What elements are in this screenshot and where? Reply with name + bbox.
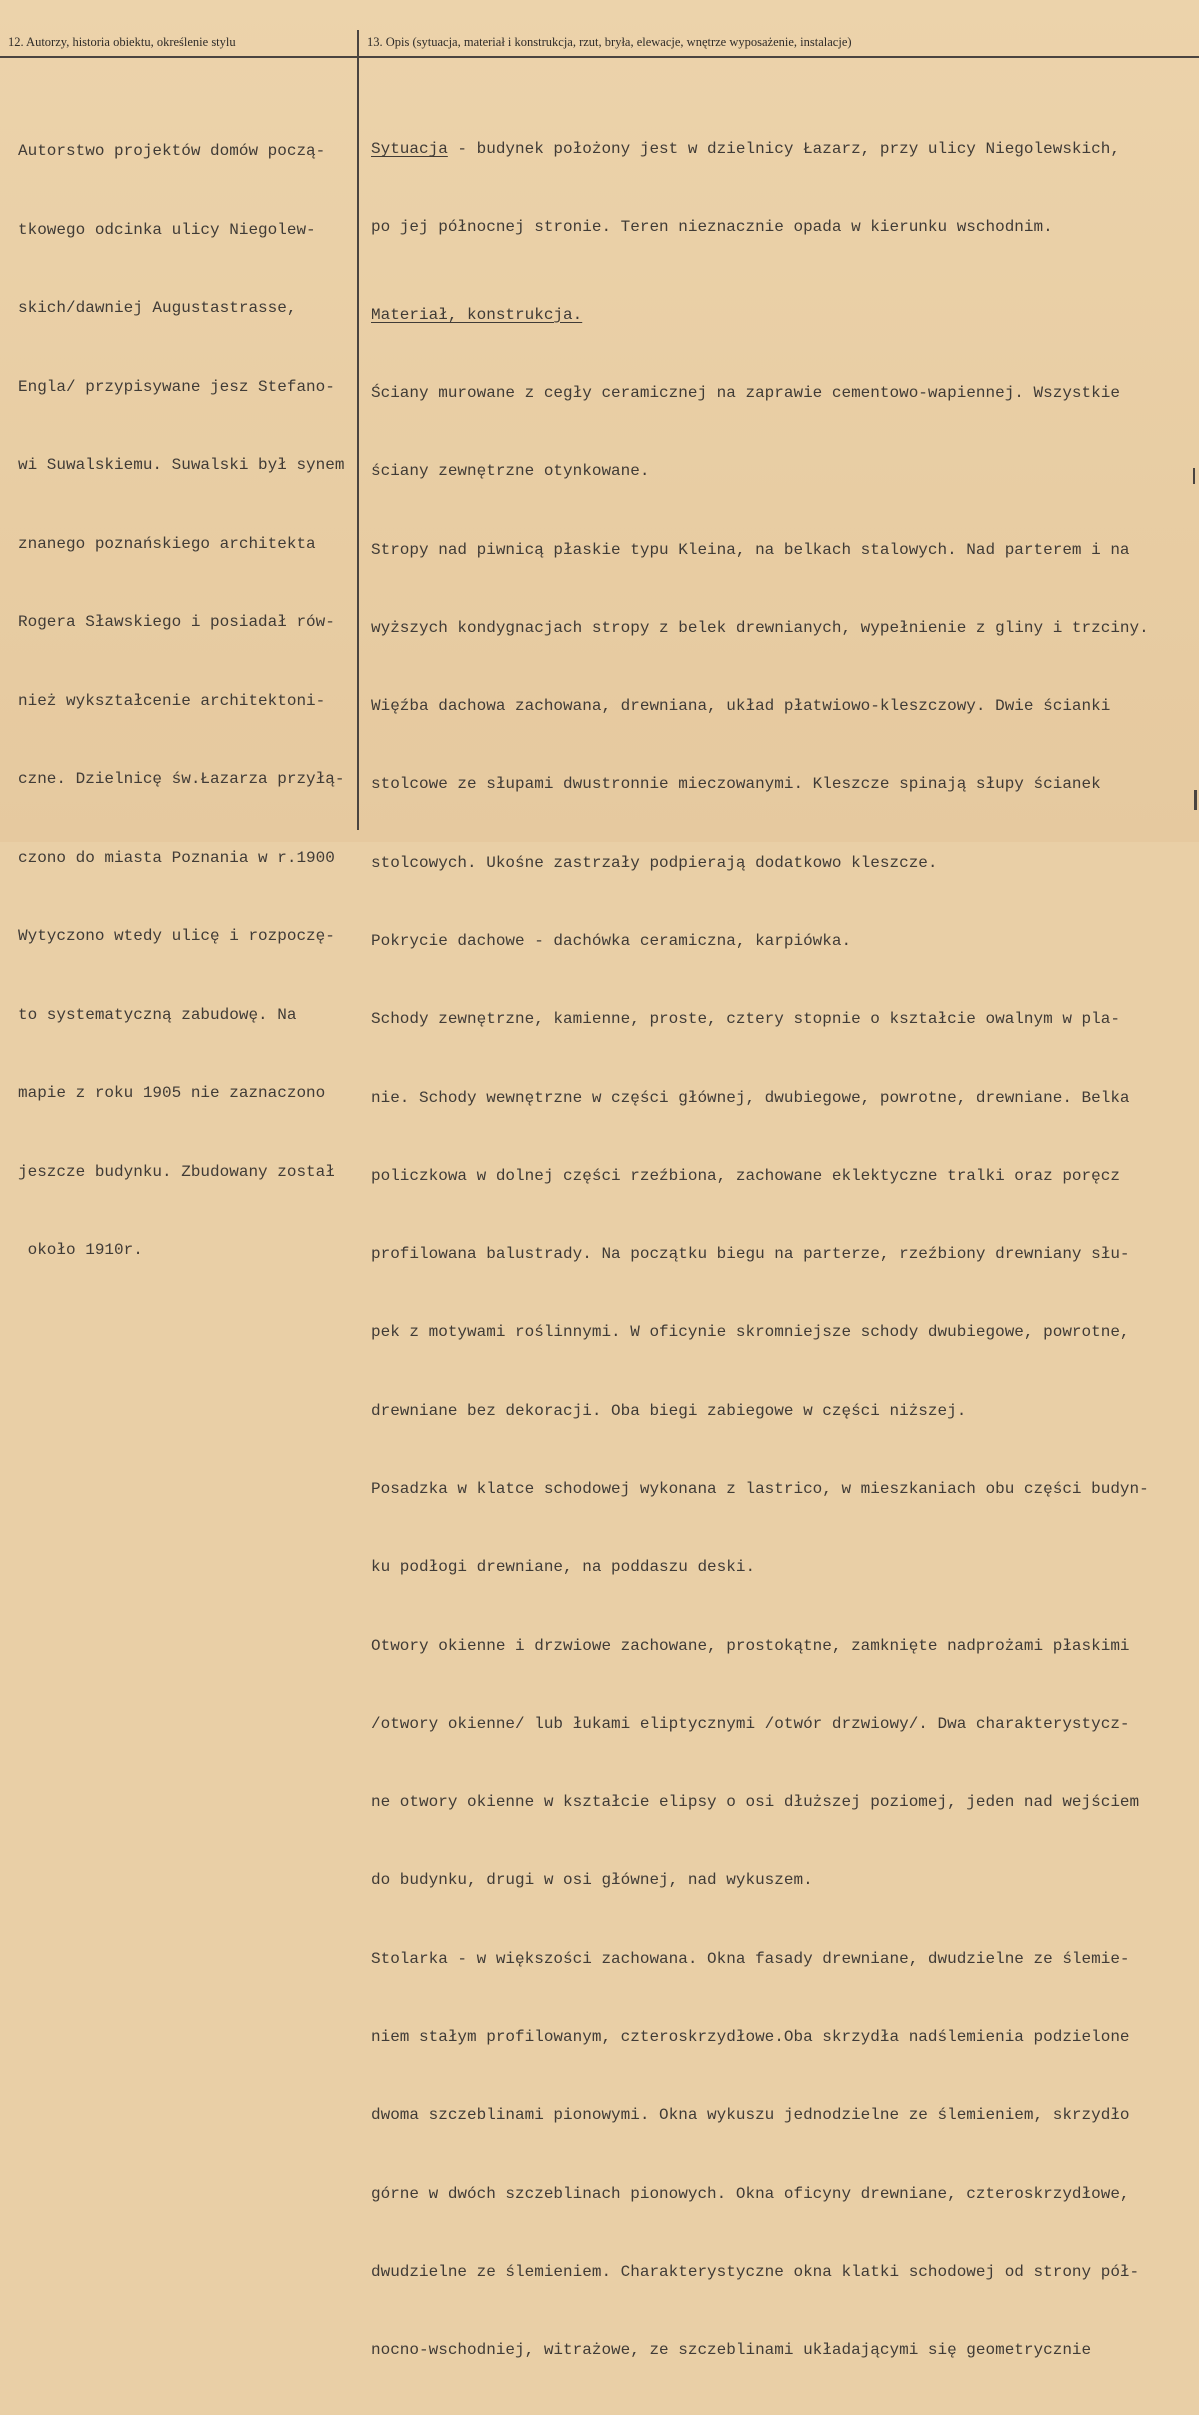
column-divider	[357, 30, 359, 830]
material-label: Materiał, konstrukcja.	[371, 305, 583, 324]
text-line: górne w dwóch szczeblinach pionowych. Okna oficyny drewniane, czteroskrzydłowe,	[371, 2184, 1130, 2203]
header-divider	[0, 56, 1199, 58]
margin-mark	[1193, 468, 1195, 484]
text-line: wi Suwalskiemu. Suwalski był synem	[18, 456, 345, 475]
text-line: mapie z roku 1905 nie zaznaczono	[18, 1084, 326, 1103]
text-line: Stropy nad piwnicą płaskie typu Kleina, na belkach stalowych. Nad parterem i na	[371, 540, 1130, 559]
text-line: Ściany murowane z cegły ceramicznej na zaprawie cementowo-wapiennej. Wszystkie	[371, 384, 1120, 403]
text-line: nież wykształcenie architektoni-	[18, 691, 326, 710]
text-line: skich/dawniej Augustastrasse,	[18, 299, 297, 318]
text-line: czne. Dzielnicę św.Łazarza przyłą-	[18, 770, 345, 789]
text-line: do budynku, drugi w osi głównej, nad wykuszem.	[371, 1871, 813, 1890]
text-line: nie. Schody wewnętrzne w części głównej, dwubiegowe, powrotne, drewniane. Belka	[371, 1088, 1130, 1107]
text-line: znanego poznańskiego architekta	[18, 534, 316, 553]
text-line: profilowana balustrady. Na początku biegu na parterze, rzeźbiony drewniany słu-	[371, 1245, 1130, 1264]
material-heading-line	[371, 302, 1197, 328]
text-line: /otwory okienne/ lub łukami eliptycznymi /otwór drzwiowy/. Dwa charakterystycz-	[371, 1714, 1130, 1733]
text-line: Otwory okienne i drzwiowe zachowane, prostokątne, zamknięte nadprożami płaskimi	[371, 1636, 1130, 1655]
text-line: niem stałym profilowanym, czteroskrzydłowe.Oba skrzydła nadślemienia podzielone	[371, 2027, 1130, 2046]
text-line: Posadzka w klatce schodowej wykonana z lastrico, w mieszkaniach obu części budyn-	[371, 1479, 1149, 1498]
text-line: Engla/ przypisywane jesz Stefano-	[18, 377, 335, 396]
text-line: ściany zewnętrzne otynkowane.	[371, 462, 650, 481]
section-13-header: 13. Opis (sytuacja, materiał i konstrukcja, rzut, bryła, elewacje, wnętrze wyposażenie, instalacje)	[367, 35, 852, 49]
text-line: ku podłogi drewniane, na poddaszu deski.	[371, 1558, 756, 1577]
text-line: policzkowa w dolnej części rzeźbiona, zachowane eklektyczne tralki oraz poręcz	[371, 1166, 1120, 1185]
text-line: tkowego odcinka ulicy Niegolew-	[18, 220, 316, 239]
sytuacja-text: - budynek położony jest w dzielnicy Łazarz, przy ulicy Niegolewskich,	[447, 140, 1120, 159]
text-line: Wytyczono wtedy ulicę i rozpoczę-	[18, 927, 335, 946]
text-line: Autorstwo projektów domów począ-	[18, 142, 326, 161]
text-line: wyższych kondygnacjach stropy z belek drewnianych, wypełnienie z gliny i trzciny.	[371, 618, 1149, 637]
text-line: Pokrycie dachowe - dachówka ceramiczna, karpiówka.	[371, 932, 852, 950]
text-line: stolcowych. Ukośne zastrzały podpierają dodatkowo kleszcze.	[371, 853, 938, 872]
margin-mark	[1194, 790, 1197, 810]
section-12-header: 12. Autorzy, historia obiektu, określenie stylu	[8, 35, 236, 49]
text-line: nocno-wschodniej, witrażowe, ze szczeblinami układającymi się geometrycznie	[371, 2341, 1092, 2360]
text-line: to systematyczną zabudowę. Na	[18, 1005, 297, 1024]
text-line: dwudzielne ze ślemieniem. Charakterystyczne okna klatki schodowej od strony pół-	[371, 2262, 1140, 2281]
text-line: jeszcze budynku. Zbudowany został	[18, 1162, 335, 1181]
text-line: Stolarka - w większości zachowana. Okna fasady drewniane, dwudzielne ze ślemie-	[371, 1949, 1130, 1968]
description-text	[371, 84, 1197, 2415]
text-line: stolcowe ze słupami dwustronnie mieczowanymi. Kleszcze spinają słupy ścianek	[371, 775, 1101, 794]
sytuacja-line	[371, 136, 1197, 162]
text-line: pek z motywami roślinnymi. W oficynie skromniejsze schody dwubiegowe, powrotne,	[371, 1323, 1130, 1342]
text-line: Więźba dachowa zachowana, drewniana, układ płatwiowo-kleszczowy. Dwie ścianki	[371, 697, 1111, 716]
text-line: około 1910r.	[18, 1241, 143, 1260]
text-line: ne otwory okienne w kształcie elipsy o osi dłuższej poziomej, jeden nad wejściem	[371, 1793, 1140, 1812]
text-line: czono do miasta Poznania w r.1900	[18, 848, 335, 867]
text-line: drewniane bez dekoracji. Oba biegi zabiegowe w części niższej.	[371, 1401, 967, 1420]
text-line: po jej północnej stronie. Teren nieznacznie opada w kierunku wschodnim.	[371, 218, 1053, 237]
text-line: Schody zewnętrzne, kamienne, proste, cztery stopnie o kształcie owalnym w pla-	[371, 1010, 1120, 1029]
text-line: dwoma szczeblinami pionowymi. Okna wykuszu jednodzielne ze ślemieniem, skrzydło	[371, 2106, 1130, 2125]
authors-history-text	[18, 86, 353, 1316]
text-line: Rogera Sławskiego i posiadał rów-	[18, 613, 335, 632]
sytuacja-label: Sytuacja	[371, 140, 448, 159]
